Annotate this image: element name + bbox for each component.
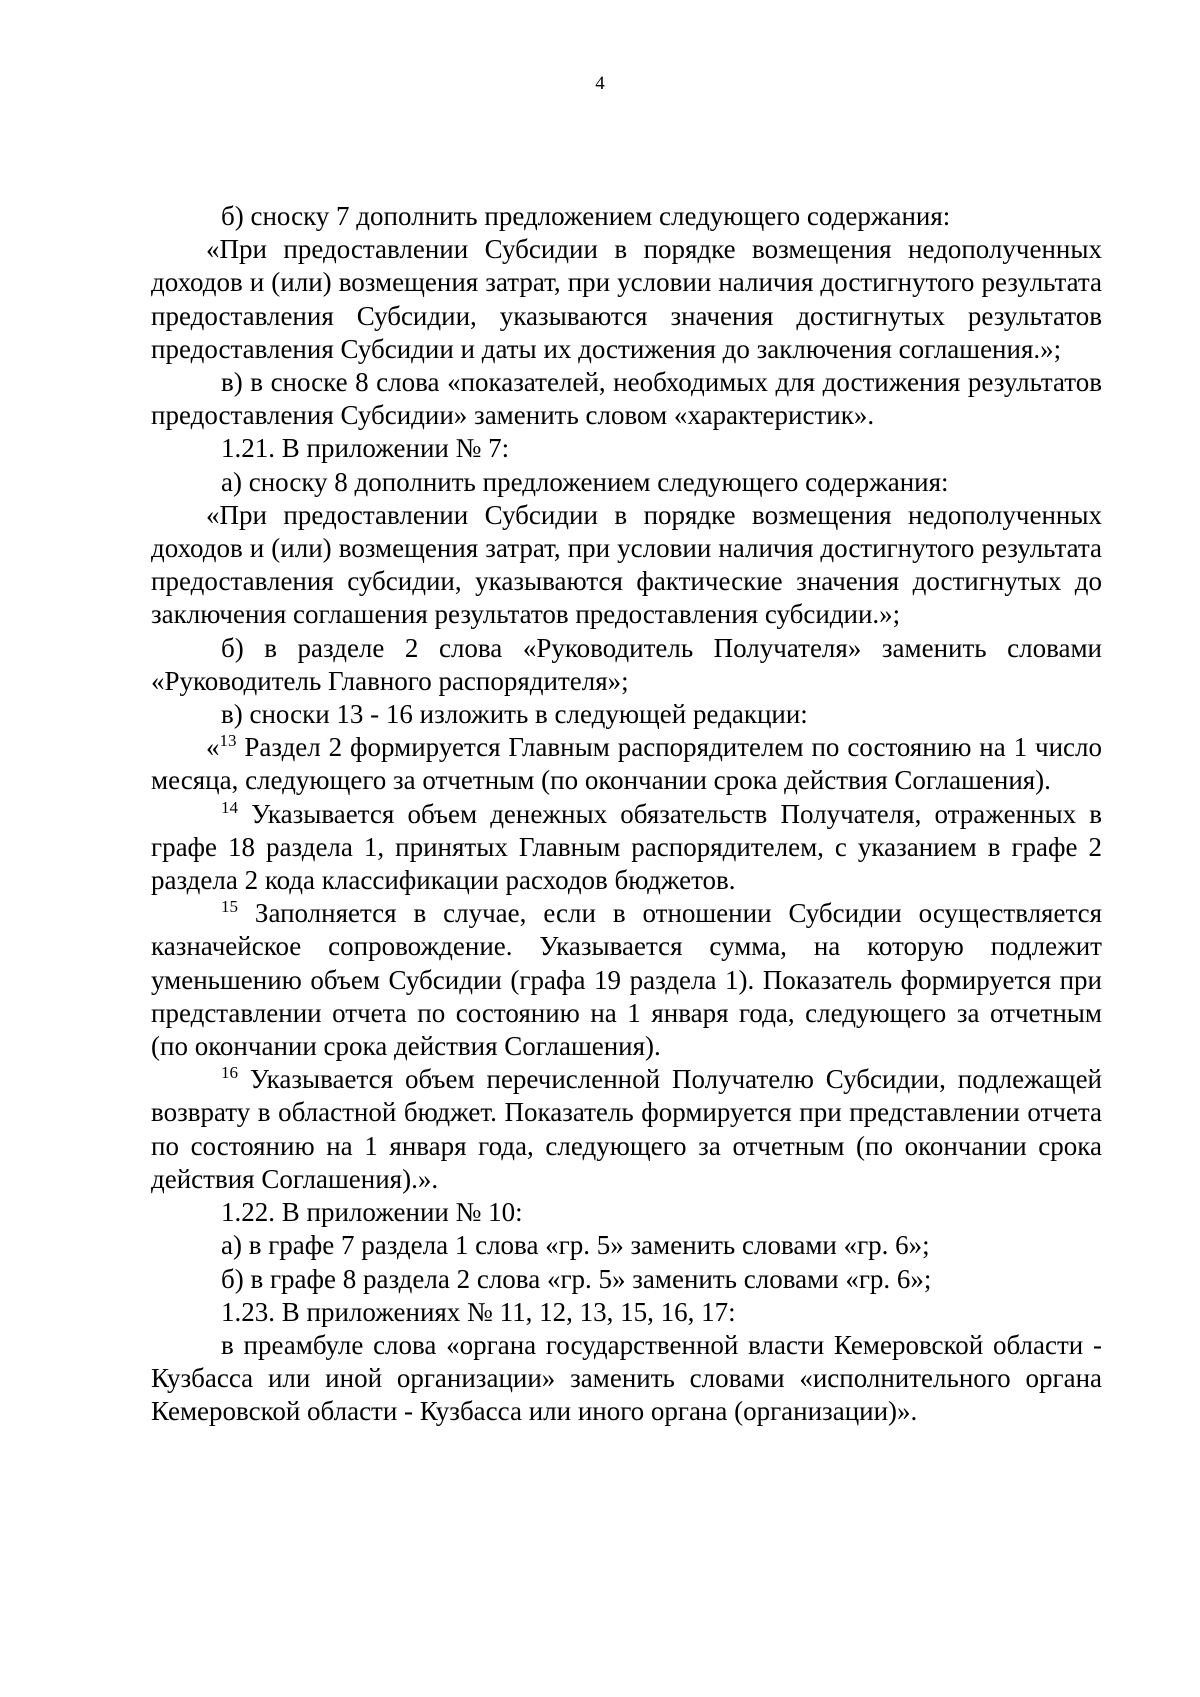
paragraph-footnote-16 (151, 1063, 1102, 1196)
paragraph-preamble-change: в преамбуле слова «органа государственной власти Кемеровской области - Кузбасса или иной организации» заменить словами «исполнительного органа Кемеровской области - Кузбасса или иного органа (организации)». (151, 1329, 1102, 1427)
paragraph-item-1-22-b: б) в графе 8 раздела 2 слова «гр. 5» заменить словами «гр. 6»; (221, 1263, 932, 1294)
paragraph-footnote-14 (151, 798, 1102, 898)
paragraph-footnote-15 (151, 897, 1102, 1063)
footnote-16-text: Указывается объем перечисленной Получателю Субсидии, подлежащей возврату в областной бюджет. Показатель формируется при представлении отчета по состоянию на 1 января года, следующего за отчетным (по окончании срока действия Соглашения).». (151, 1064, 1102, 1194)
footnote-number-13: 13 (219, 731, 237, 751)
paragraph-footnote-8-change: в) в сноске 8 слова «показателей, необходимых для достижения результатов предоставления Субсидии» заменить словом «характеристик». (151, 367, 1102, 431)
paragraph-footnotes-13-16-intro: в) сноски 13 - 16 изложить в следующей редакции: (221, 699, 808, 730)
paragraph-footnote-7-text: «При предоставлении Субсидии в порядке возмещения недополученных доходов и (или) возмещения затрат, при условии наличия достигнутого результата предоставления Субсидии, указываются значения достигнутых результатов предоставления Субсидии и даты их достижения до заключения соглашения.»; (151, 234, 1102, 364)
footnote-14-text: Указывается объем денежных обязательств Получателя, отраженных в графе 18 раздела 1, принятых Главным распорядителем, с указанием в графе 2 раздела 2 кода классификации расходов бюджетов. (151, 798, 1102, 896)
quote-mark: « (206, 732, 220, 763)
document-body (151, 200, 1102, 1429)
paragraph-footnote-8-intro: а) сноску 8 дополнить предложением следующего содержания: (221, 466, 949, 497)
paragraph-item-1-22-a: а) в графе 7 раздела 1 слова «гр. 5» заменить словами «гр. 6»; (221, 1230, 930, 1261)
paragraph-item-1-23: 1.23. В приложениях № 11, 12, 13, 15, 16, 17: (221, 1296, 736, 1327)
paragraph-footnote-8-text: «При предоставлении Субсидии в порядке возмещения недополученных доходов и (или) возмещения затрат, при условии наличия достигнутого результата предоставления субсидии, указываются фактические значения достигнутых до заключения соглашения результатов предоставления субсидии.»; (151, 499, 1102, 630)
paragraph-section-2-change: б) в разделе 2 слова «Руководитель Получателя» заменить словами «Руководитель Главного распорядителя»; (151, 632, 1102, 696)
paragraph-footnote-7-intro: б) сноску 7 дополнить предложением следующего содержания: (221, 201, 951, 231)
page-number: 4 (595, 73, 605, 94)
footnote-13-text: Раздел 2 формируется Главным распорядителем по состоянию на 1 число месяца, следующего за отчетным (по окончании срока действия Соглашения). (151, 732, 1102, 796)
paragraph-item-1-21: 1.21. В приложении № 7: (221, 433, 510, 464)
footnote-number-14: 14 (221, 797, 238, 817)
paragraph-item-1-22: 1.22. В приложении № 10: (221, 1197, 523, 1228)
paragraph-footnote-13 (151, 731, 1102, 797)
footnote-number-16: 16 (221, 1063, 238, 1083)
footnote-number-15: 15 (221, 897, 238, 917)
footnote-15-text: Заполняется в случае, если в отношении Субсидии осуществляется казначейское сопровождение. Указывается сумма, на которую подлежит уменьшению объем Субсидии (графа 19 раздела 1). Показатель формируется при представлении отчета по состоянию на 1 января года, следующего за отчетным (по окончании срока действия Соглашения). (151, 898, 1102, 1062)
